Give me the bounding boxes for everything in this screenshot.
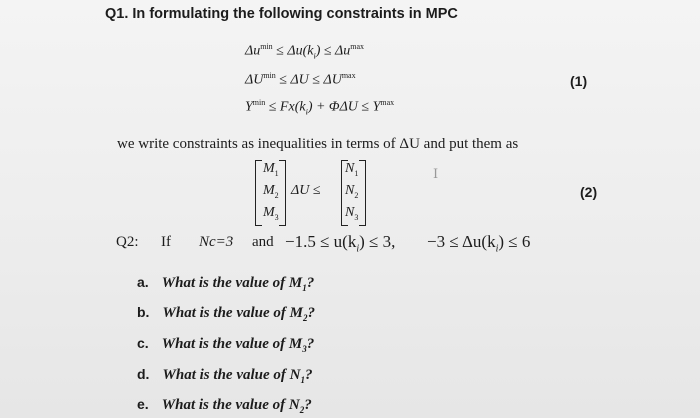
right-bracket-close xyxy=(359,160,366,226)
matrix-m1: $M_1$ xyxy=(263,161,279,178)
q2-condition-u: $-1.5 \le u(k_i) \le 3$, xyxy=(285,232,396,255)
q2-and: and xyxy=(252,234,274,250)
left-bracket-close xyxy=(279,160,286,226)
matrix-m2: $M_2$ xyxy=(263,183,279,200)
question-item-d: d. What is the value of $N_1$? xyxy=(137,366,313,385)
q2-label: Q2: xyxy=(116,234,139,250)
equation-number-2: (2) xyxy=(580,184,598,200)
q2-if: If xyxy=(161,234,171,250)
matrix-n2: $N_2$ xyxy=(345,183,359,200)
matrix-n1: $N_1$ xyxy=(345,161,359,178)
text-cursor-icon: I xyxy=(433,167,439,182)
matrix-m3: $M_3$ xyxy=(263,205,279,222)
matrix-n3: $N_3$ xyxy=(345,205,359,222)
matrix-inequality xyxy=(255,160,375,226)
question-item-e: e. What is the value of $N_2$? xyxy=(137,396,312,415)
matrix-middle: ΔU ≤ xyxy=(291,183,321,198)
question-item-a: a. What is the value of $M_1$? xyxy=(137,274,315,293)
left-bracket-open xyxy=(255,160,262,226)
q2-nc: Nc=3 xyxy=(199,234,234,250)
equation-1: $\Delta u^{min} \le \Delta u(k_i) \le \Delta u^{max}$ xyxy=(245,42,365,61)
equation-2: $\Delta U^{min} \le \Delta U \le \Delta U^{max}$ xyxy=(245,71,356,88)
q1-title: Q1. In formulating the following constraints in MPC xyxy=(105,6,458,22)
question-item-c: c. What is the value of $M_3$? xyxy=(137,335,315,354)
equation-3: $Y^{min} \le Fx(k_i) + \Phi\Delta U \le Y^{max}$ xyxy=(245,98,395,117)
q2-condition-du: $-3 \le \Delta u(k_i) \le 6$ xyxy=(427,232,531,255)
question-item-b: b. What is the value of $M_2$? xyxy=(137,304,315,323)
equation-number-1: (1) xyxy=(570,73,588,89)
q1-statement: we write constraints as inequalities in terms of ΔU and put them as xyxy=(117,136,519,152)
